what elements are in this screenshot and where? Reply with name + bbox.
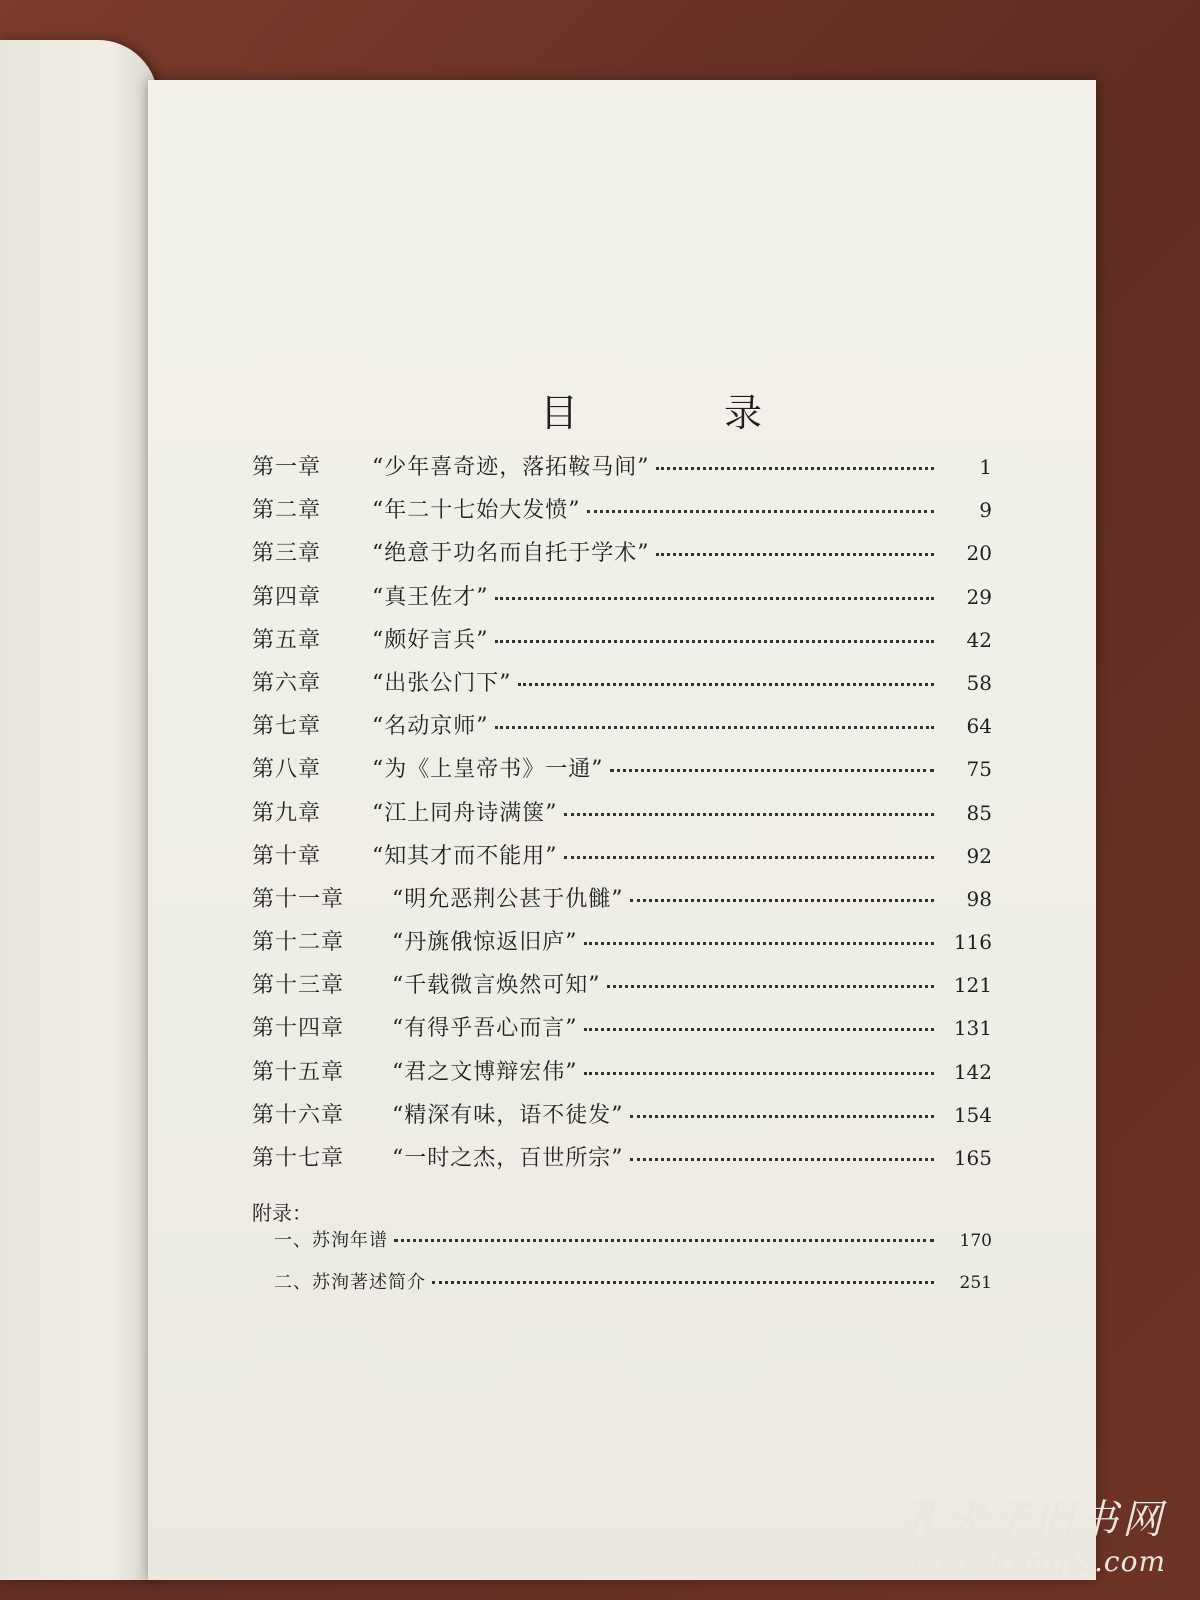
dot-leader: [564, 812, 935, 816]
dot-leader: [495, 725, 935, 729]
chapter-title: “明允恶荆公甚于仇雠”: [392, 886, 624, 912]
toc-entry: [252, 1141, 992, 1184]
toc-title: 目 录: [540, 391, 817, 435]
dot-leader: [587, 509, 935, 513]
page-number: 20: [966, 541, 992, 566]
chapter-label: 第九章: [252, 800, 322, 826]
dot-leader: [656, 466, 935, 470]
page-number: 75: [966, 757, 992, 782]
dot-leader: [630, 898, 935, 902]
chapter-title: “为《上皇帝书》一通”: [372, 757, 604, 783]
chapter-label: 第三章: [252, 541, 322, 567]
chapter-title: “真王佐才”: [372, 584, 489, 610]
page-number: 64: [966, 714, 992, 739]
chapter-title: “精深有味，语不徒发”: [392, 1102, 624, 1128]
toc-entry: [252, 1098, 992, 1141]
chapter-label: 第十三章: [252, 973, 345, 999]
chapter-title: “颇好言兵”: [372, 627, 489, 653]
dot-leader: [495, 596, 935, 600]
toc-entry: [252, 493, 992, 536]
toc-entry: [252, 709, 992, 752]
table-of-contents: [252, 450, 992, 1310]
appendix-entry: [252, 1226, 992, 1268]
appendix-list: [252, 1226, 992, 1310]
chapter-label: 第八章: [252, 757, 322, 783]
chapter-list: [252, 450, 992, 1184]
page-number: 251: [959, 1273, 992, 1294]
page-number: 29: [966, 584, 992, 609]
toc-entry: [252, 752, 992, 795]
page-number: 116: [953, 930, 992, 955]
chapter-title: “一时之杰，百世所宗”: [392, 1146, 624, 1171]
watermark: [902, 1488, 1166, 1578]
chapter-label: 第五章: [252, 627, 322, 653]
chapter-label: 第四章: [252, 584, 322, 610]
dot-leader: [584, 941, 935, 945]
page-number: 142: [953, 1059, 992, 1084]
chapter-label: 第二章: [252, 498, 322, 524]
chapter-label: 第十章: [252, 843, 322, 869]
page-number: 170: [959, 1231, 992, 1252]
chapter-label: 第七章: [252, 714, 322, 740]
page-number: 165: [953, 1146, 992, 1170]
dot-leader: [584, 1027, 935, 1031]
page-number: 154: [953, 1102, 992, 1127]
chapter-title: “出张公门下”: [372, 670, 512, 696]
chapter-label: 第十二章: [252, 930, 345, 956]
toc-entry: [252, 1055, 992, 1098]
page-number: 9: [979, 498, 992, 523]
chapter-title: “少年喜奇迹，落拓鞍马间”: [372, 455, 650, 480]
chapter-title: “君之文博辩宏伟”: [392, 1059, 578, 1085]
chapter-label: 第一章: [252, 455, 322, 480]
chapter-title: “有得乎吾心而言”: [392, 1016, 578, 1042]
chapter-title: “知其才而不能用”: [372, 843, 558, 869]
dot-leader: [518, 682, 935, 686]
chapter-title: “名动京师”: [372, 714, 489, 740]
appendix-heading: 附录：: [252, 1201, 312, 1226]
chapter-label: 第十六章: [252, 1102, 345, 1128]
toc-entry: [252, 450, 992, 493]
page-number: 85: [966, 800, 992, 825]
chapter-title: “千载微言焕然可知”: [392, 973, 601, 999]
dot-leader: [584, 1071, 935, 1075]
chapter-label: 第六章: [252, 670, 322, 696]
dot-leader: [607, 984, 935, 988]
toc-entry: [252, 536, 992, 579]
page-number: 1: [979, 455, 992, 479]
toc-entry: [252, 839, 992, 882]
dot-leader: [610, 768, 935, 772]
dot-leader: [630, 1157, 935, 1161]
toc-entry: [252, 623, 992, 666]
page-number: 42: [966, 627, 992, 652]
toc-entry: [252, 580, 992, 623]
toc-entry: [252, 925, 992, 968]
page-number: 58: [966, 670, 992, 695]
left-page-edge: [0, 40, 158, 1580]
toc-entry: [252, 968, 992, 1011]
chapter-title: “年二十七始大发愤”: [372, 498, 581, 524]
page-number: 98: [966, 886, 992, 911]
toc-entry: [252, 1011, 992, 1054]
page-number: 121: [953, 973, 992, 998]
toc-entry: [252, 666, 992, 709]
dot-leader: [564, 855, 935, 859]
appendix-title: 一、苏洵年谱: [274, 1230, 388, 1252]
chapter-label: 第十七章: [252, 1146, 345, 1171]
dot-leader: [495, 639, 935, 643]
appendix-title: 二、苏洵著述简介: [274, 1272, 426, 1294]
dot-leader: [432, 1280, 934, 1284]
chapter-title: “绝意于功名而自托于学术”: [372, 541, 650, 567]
chapter-title: “丹旐俄惊返旧庐”: [392, 930, 578, 956]
dot-leader: [630, 1114, 935, 1118]
dot-leader: [656, 552, 935, 556]
appendix-entry: [252, 1268, 992, 1310]
chapter-title: “江上同舟诗满箧”: [372, 800, 558, 826]
page-number: 92: [966, 843, 992, 868]
toc-entry: [252, 882, 992, 925]
page-number: 131: [953, 1016, 992, 1041]
chapter-label: 第十四章: [252, 1016, 345, 1042]
chapter-label: 第十五章: [252, 1059, 345, 1085]
chapter-label: 第十一章: [252, 886, 345, 912]
dot-leader: [394, 1238, 934, 1242]
toc-entry: [252, 796, 992, 839]
watermark-url: www.kongfz.com: [911, 1545, 1166, 1578]
watermark-chinese: 孔夫子旧书网: [902, 1497, 1166, 1543]
